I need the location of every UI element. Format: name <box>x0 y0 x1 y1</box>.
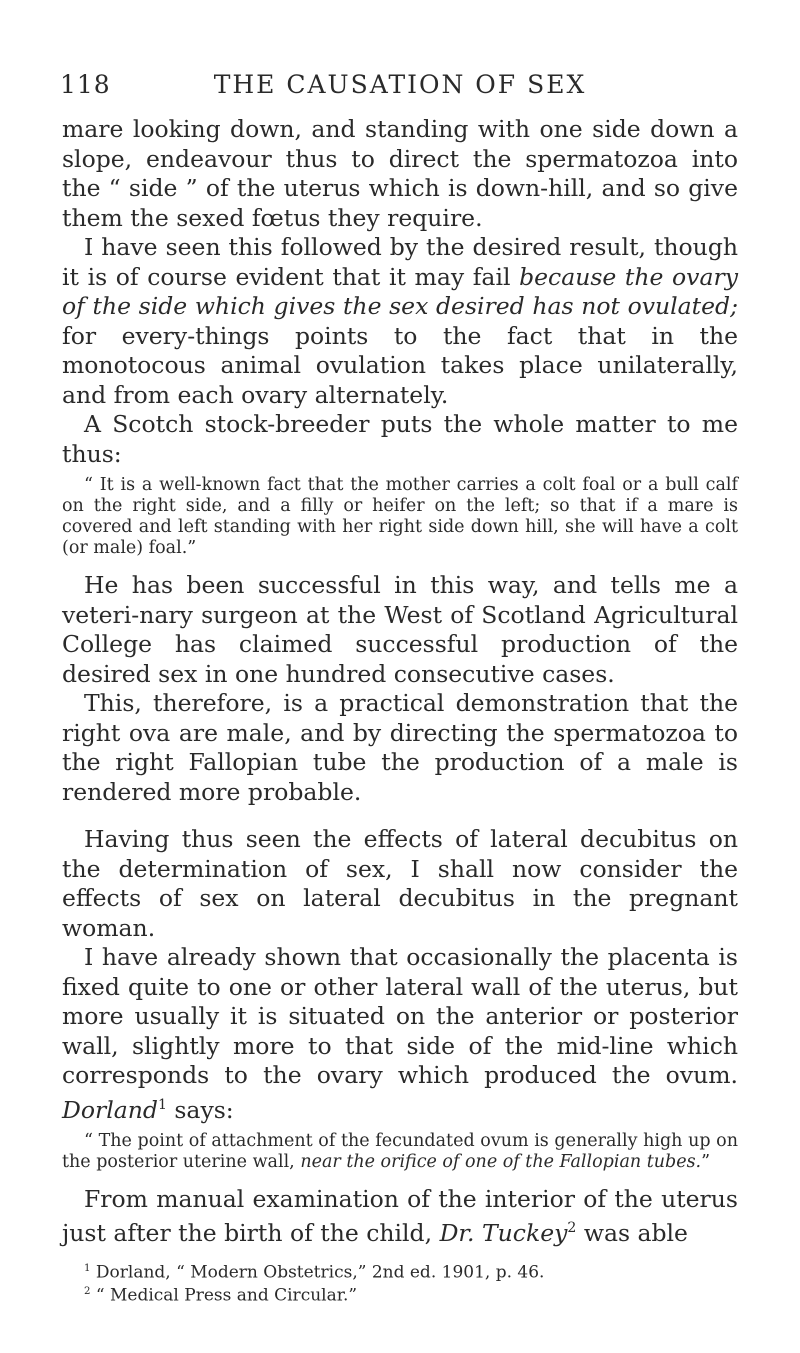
paragraph-7 <box>62 943 738 1125</box>
paragraph-2 <box>62 233 738 410</box>
page-body <box>62 115 738 1306</box>
page-number: 118 <box>60 70 111 99</box>
blockquote-dorland <box>62 1131 738 1173</box>
citation-tuckey: Dr. Tuckey <box>439 1219 568 1248</box>
footnote-2 <box>84 1282 738 1306</box>
footnote-ref-2: 2 <box>567 1220 577 1237</box>
paragraph-2-emphasis: because the ovary of the side which gives the sex desired has not ovulated; <box>62 262 738 320</box>
quote-dorland-close: ” <box>701 1151 711 1172</box>
running-head: THE CAUSATION OF SEX <box>213 70 587 99</box>
paragraph-1: mare looking down, and standing with one side down a slope, endeavour thus to direct the spermatozoa into the “ side ” of the uterus which is down-hill, and so give them the sexed fœtus they require. <box>62 115 738 232</box>
footnote-mark: 1 <box>84 1262 91 1274</box>
paragraph-6: Having thus seen the effects of lateral decubitus on the determination of sex, I shall now consider the effects of sex on lateral decubitus in the pregnant woman. <box>62 825 738 942</box>
footnote-1 <box>84 1259 738 1283</box>
paragraph-4: He has been successful in this way, and tells me a veteri-nary surgeon at the West of Scotland Agricultural College has claimed successful production of the desired sex in one hundred consecutive cases. <box>62 571 738 688</box>
paragraph-7-text: I have already shown that occasionally the placenta is fixed quite to one or other lateral wall of the uterus, but more usually it is situated on the anterior or posterior wall, slightly more to that side of the mid-line which corresponds to the ovary which produced the ovum. <box>62 943 738 1089</box>
paragraph-3: A Scotch stock-breeder puts the whole matter to me thus: <box>62 410 738 468</box>
paragraph-2-rest: for every-things points to the fact that in the monotocous animal ovulation takes place unilaterally, and from each ovary alternately. <box>62 321 738 409</box>
paragraph-8-text: From manual examination of the interior of the uterus just after the birth of the child, <box>62 1184 738 1248</box>
footnote-text: “ Medical Press and Circular.” <box>95 1285 358 1306</box>
footnote-mark: 2 <box>84 1286 91 1298</box>
quote-dorland-emphasis: near the orifice of one of the Fallopian tubes. <box>300 1151 702 1172</box>
footnote-text: Dorland, “ Modern Obstetrics,” 2nd ed. 1901, p. 46. <box>95 1262 545 1283</box>
paragraph-2-text: I have seen this followed by the desired result, though it is of course evident that it may fail <box>62 233 738 291</box>
blockquote-stock-breeder: “ It is a well-known fact that the mother carries a colt foal or a bull calf on the right side, and a filly or heifer on the left; so that if a mare is covered and left standing with her right side down hill, she will have a colt (or male) foal.” <box>62 475 738 558</box>
footnotes <box>62 1259 738 1306</box>
paragraph-5: This, therefore, is a practical demonstration that the right ova are male, and by directing the spermatozoa to the right Fallopian tube the production of a male is rendered more probable. <box>62 689 738 806</box>
section-gap <box>62 807 738 825</box>
page-header <box>60 70 740 106</box>
paragraph-7-tail: says: <box>166 1095 234 1124</box>
paragraph-8 <box>62 1185 738 1249</box>
quote-dorland-text: “ The point of attachment of the fecundated ovum is generally high up on the posterior uterine wall, <box>62 1130 738 1172</box>
paragraph-8-tail: was able <box>576 1219 688 1248</box>
footnote-ref-1: 1 <box>157 1096 167 1113</box>
citation-dorland: Dorland <box>62 1095 158 1124</box>
